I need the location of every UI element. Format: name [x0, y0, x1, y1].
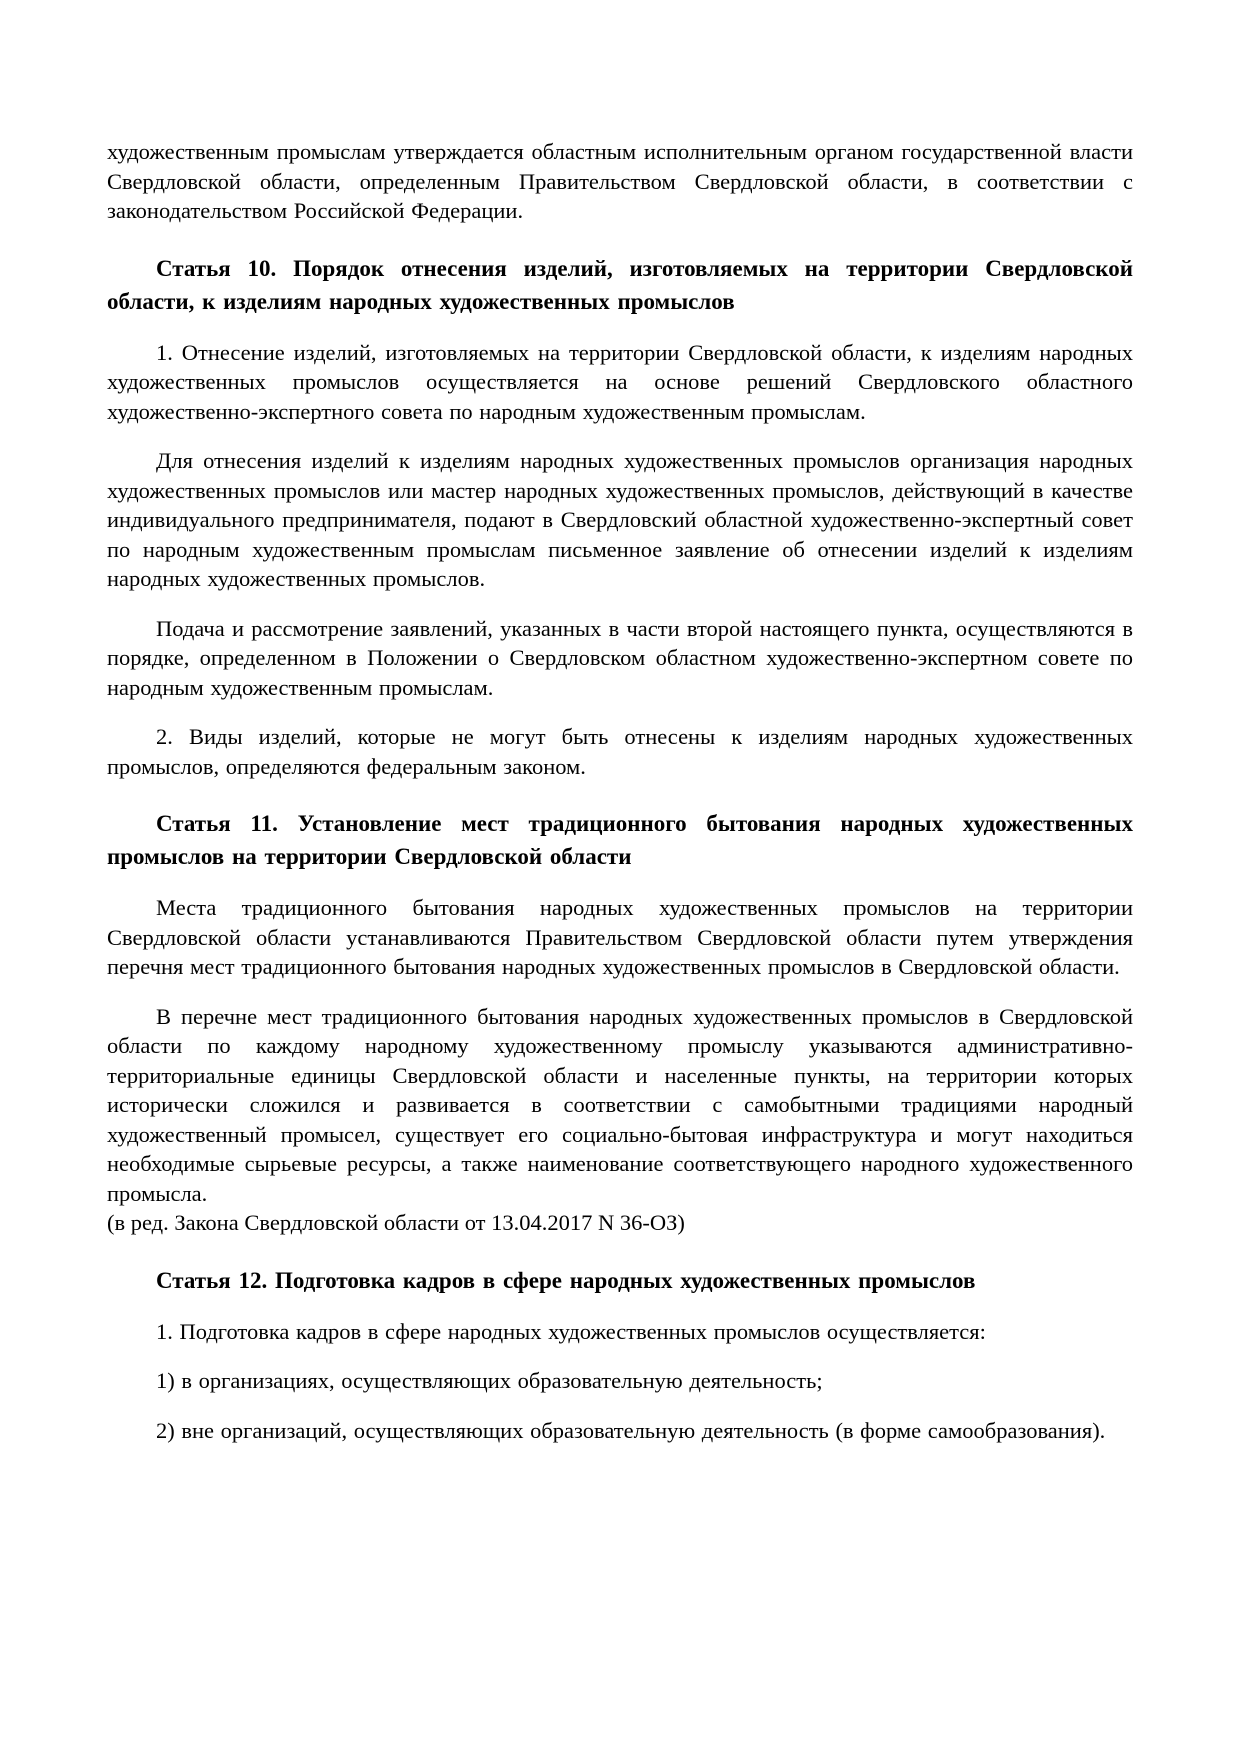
- article-12-heading: Статья 12. Подготовка кадров в сфере народных художественных промыслов: [156, 1267, 976, 1293]
- amendment-note: (в ред. Закона Свердловской области от 13.04.2017 N 36-ОЗ): [107, 1210, 685, 1235]
- article-10-paragraph-4: 2. Виды изделий, которые не могут быть отнесены к изделиям народных художественных промыслов, определяются федеральным законом.: [107, 724, 1133, 779]
- article-10-heading: Статья 10. Порядок отнесения изделий, изготовляемых на территории Свердловской области, к изделиям народных художественных промыслов: [107, 255, 1133, 314]
- article-11-heading: Статья 11. Установление мест традиционного бытования народных художественных промыслов на территории Свердловской области: [107, 811, 1133, 869]
- article-12-item-1: 1) в организациях, осуществляющих образовательную деятельность;: [156, 1368, 823, 1393]
- article-11-paragraph-2: В перечне мест традиционного бытования народных художественных промыслов в Свердловской области по каждому народному художественному промыслу указываются административно-территориальные единицы Свердловской области и населенные пункты, на территории которых исторически сложился и развивается в соответствии с самобытными традициями народный художественный промысел, существует его социально-бытовая инфраструктура и могут находиться необходимые сырьевые ресурсы, а также наименование соответствующего народного художественного промысла.: [107, 1003, 1133, 1206]
- article-12-item-2: 2) вне организаций, осуществляющих образовательную деятельность (в форме самообразования).: [156, 1417, 1106, 1443]
- article-12-paragraph-1: 1. Подготовка кадров в сфере народных художественных промыслов осуществляется:: [156, 1318, 986, 1344]
- article-10-paragraph-1: 1. Отнесение изделий, изготовляемых на территории Свердловской области, к изделиям народных художественных промыслов осуществляется на основе решений Свердловского областного художественно-экспертного совета по народным художественным промыслам.: [107, 339, 1133, 424]
- paragraph-continuation: художественным промыслам утверждается областным исполнительным органом государственной власти Свердловской области, определенным Правительством Свердловской области, в соответствии с законодательством Российской Федерации.: [107, 139, 1133, 223]
- article-10-paragraph-2: Для отнесения изделий к изделиям народных художественных промыслов организация народных художественных промыслов или мастер народных художественных промыслов, действующий в качестве индивидуального предпринимателя, подают в Свердловский областной художественно-экспертный совет по народным художественным промыслам письменное заявление об отнесении изделий к изделиям народных художественных промыслов.: [107, 448, 1133, 591]
- article-10-paragraph-3: Подача и рассмотрение заявлений, указанных в части второй настоящего пункта, осуществляются в порядке, определенном в Положении о Свердловском областном художественно-экспертном совете по народным художественным промыслам.: [107, 615, 1133, 700]
- article-11-paragraph-1: Места традиционного бытования народных художественных промыслов на территории Свердловской области устанавливаются Правительством Свердловской области путем утверждения перечня мест традиционного бытования народных художественных промыслов в Свердловской области.: [107, 895, 1133, 979]
